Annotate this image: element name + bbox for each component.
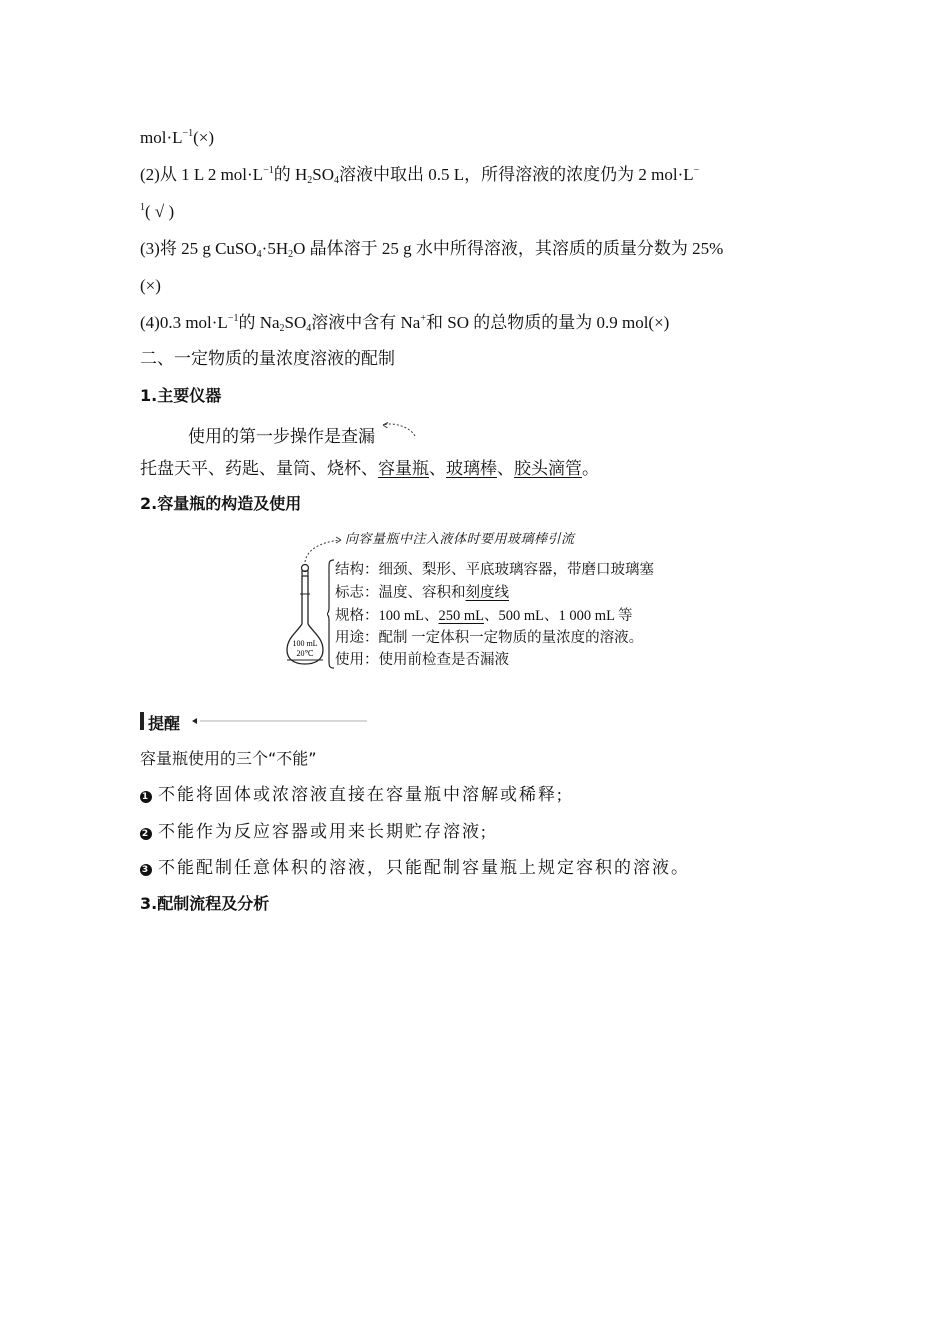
superscript: − xyxy=(693,165,700,176)
text: 、 xyxy=(429,459,446,478)
statement-2 xyxy=(140,165,699,185)
text: 。 xyxy=(582,459,599,478)
text: 托盘天平、药匙、量筒、烧杯、 xyxy=(140,459,378,478)
text: 用途：配制 一定体积一定物质的量浓度的溶液 xyxy=(335,630,629,646)
flask-note: 向容量瓶中注入液体时要用玻璃棒引流 xyxy=(345,531,575,546)
underlined-answer: 刻度线 xyxy=(465,585,509,601)
tip-text: 不能将固体或浓溶液直接在容量瓶中溶解或稀释; xyxy=(158,785,564,804)
hint-note xyxy=(188,422,419,447)
text: ( √ ) xyxy=(145,202,175,221)
tip-item xyxy=(140,785,564,805)
text: (3)将 25 g CuSO xyxy=(140,239,257,258)
number-badge: 2 xyxy=(141,829,151,839)
superscript: 1 xyxy=(140,202,145,213)
underlined-answer: 容量瓶 xyxy=(378,459,429,478)
text: 的 Na xyxy=(238,313,280,332)
subscript: 2 xyxy=(288,249,294,260)
number-badge: 1 xyxy=(141,792,151,802)
tip-text: 不能配制任意体积的溶液，只能配制容量瓶上规定容积的溶液。 xyxy=(158,858,690,877)
text: 溶液中取出 0.5 L，所得溶液的浓度仍为 2 mol·L xyxy=(338,165,694,184)
number-badge: 3 xyxy=(141,865,151,875)
tip-title: 提醒 xyxy=(148,714,181,733)
bracket-icon xyxy=(327,558,335,670)
subsection-heading-1: 1.主要仪器 xyxy=(140,386,222,405)
underlined-answer: 250 mL xyxy=(438,608,485,624)
text: 和 SO 的总物质的量为 0.9 mol(×) xyxy=(426,313,670,332)
text: ·5H xyxy=(261,239,289,258)
flask-specs xyxy=(335,604,633,625)
text: mol·L xyxy=(140,128,183,147)
text: (4)0.3 mol·L xyxy=(140,313,228,332)
text: 的 H xyxy=(273,165,308,184)
flask-mark xyxy=(335,581,509,602)
curved-arrow-icon xyxy=(379,422,419,438)
subscript: 4 xyxy=(306,323,312,334)
superscript: −1 xyxy=(182,128,194,139)
tip-divider xyxy=(192,716,372,726)
section-heading: 二、一定物质的量浓度溶液的配制 xyxy=(140,349,395,368)
underlined-answer: 胶头滴管 xyxy=(514,459,582,478)
flask-usage: 使用：使用前检查是否漏液 xyxy=(335,652,509,668)
text: (×) xyxy=(193,128,215,147)
text: SO xyxy=(312,165,334,184)
statement-4 xyxy=(140,313,669,333)
text: (2)从 1 L 2 mol·L xyxy=(140,165,264,184)
answer-line-1 xyxy=(140,128,214,148)
underlined-answer: 玻璃棒 xyxy=(446,459,497,478)
subsection-heading-3: 3.配制流程及分析 xyxy=(140,894,270,913)
text: 规格：100 mL、 xyxy=(335,608,439,624)
superscript: −1 xyxy=(227,313,239,324)
volumetric-flask-diagram xyxy=(283,528,673,678)
text: 标志：温度、容积和 xyxy=(335,585,466,601)
answer-line-3 xyxy=(140,276,161,296)
text: 、500 mL、1 000 mL 等 xyxy=(484,608,633,624)
instruments-list xyxy=(140,459,599,479)
answer-line-2 xyxy=(140,202,174,222)
flask-purpose xyxy=(335,626,643,647)
text: SO xyxy=(284,313,307,332)
tip-marker xyxy=(140,712,144,730)
text: 。 xyxy=(628,630,644,646)
subscript: 2 xyxy=(279,323,285,334)
superscript: + xyxy=(420,313,426,324)
text: (×) xyxy=(140,276,161,295)
subscript: 2 xyxy=(307,175,313,186)
subsection-heading-2: 2.容量瓶的构造及使用 xyxy=(140,494,302,513)
subscript: 4 xyxy=(333,175,339,186)
tip-text: 不能作为反应容器或用来长期贮存溶液; xyxy=(158,822,488,841)
superscript: −1 xyxy=(263,165,274,176)
subscript: 4 xyxy=(256,249,262,260)
flask-volume-label: 100 mL xyxy=(292,639,318,648)
text: O 晶体溶于 25 g 水中所得溶液，其溶质的质量分数为 25% xyxy=(293,239,724,258)
text: 溶液中含有 Na xyxy=(311,313,421,332)
tip-item xyxy=(140,822,488,842)
flask-temperature-label: 20℃ xyxy=(296,649,314,658)
hint-text: 使用的第一步操作是查漏 xyxy=(188,427,375,446)
statement-3 xyxy=(140,239,723,259)
tip-item xyxy=(140,858,690,878)
flask-structure: 结构：细颈、梨形、平底玻璃容器，带磨口玻璃塞 xyxy=(335,562,654,578)
tip-heading: 容量瓶使用的三个“不能” xyxy=(140,749,317,768)
text: 、 xyxy=(497,459,514,478)
